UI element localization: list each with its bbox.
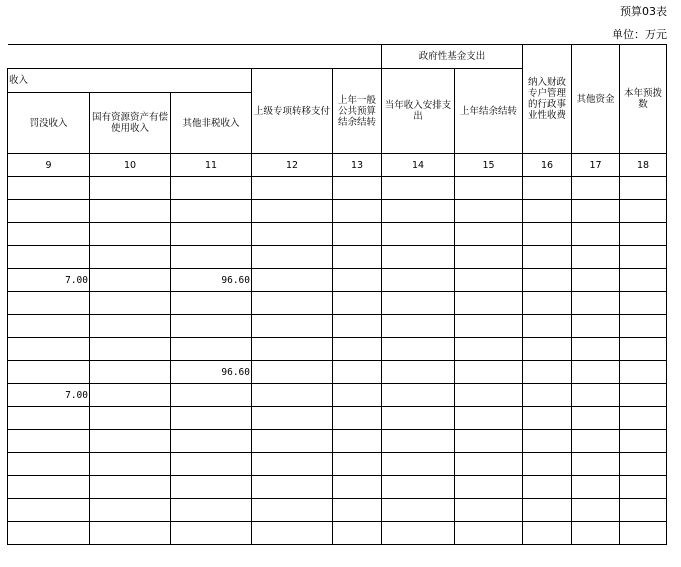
col-header-15: 上年结余结转 (455, 69, 523, 154)
table-row (8, 499, 667, 522)
table-cell (620, 407, 667, 430)
table-cell (455, 384, 523, 407)
table-cell (171, 407, 252, 430)
table-cell (572, 522, 620, 545)
table-cell (523, 315, 572, 338)
table-cell (382, 269, 455, 292)
table-cell: 7.00 (8, 384, 90, 407)
index-cell: 14 (382, 154, 455, 177)
table-cell (572, 453, 620, 476)
table-cell (382, 292, 455, 315)
table-cell (90, 338, 171, 361)
index-cell: 11 (171, 154, 252, 177)
table-cell (333, 361, 382, 384)
table-row (8, 269, 667, 292)
col-header-13: 上年一般公共预算结余结转 (333, 69, 382, 154)
table-row (8, 223, 667, 246)
table-cell (455, 200, 523, 223)
table-cell (171, 453, 252, 476)
table-cell (620, 476, 667, 499)
table-cell (523, 200, 572, 223)
table-row (8, 338, 667, 361)
table-cell (90, 476, 171, 499)
table-cell (171, 246, 252, 269)
table-cell (523, 338, 572, 361)
table-cell (572, 315, 620, 338)
col-header-17: 其他资金 (572, 45, 620, 154)
table-cell (455, 223, 523, 246)
header-row-1 (8, 45, 667, 69)
col-header-11: 其他非税收入 (171, 93, 252, 154)
table-cell (620, 315, 667, 338)
table-cell (333, 315, 382, 338)
table-cell (252, 269, 333, 292)
table-cell (333, 499, 382, 522)
table-cell (382, 246, 455, 269)
table-cell (333, 384, 382, 407)
table-row (8, 246, 667, 269)
table-cell (333, 246, 382, 269)
table-row (8, 430, 667, 453)
table-cell (333, 338, 382, 361)
table-cell (382, 453, 455, 476)
table-cell (572, 223, 620, 246)
table-cell (620, 338, 667, 361)
table-cell (8, 453, 90, 476)
table-cell (252, 430, 333, 453)
table-cell (382, 384, 455, 407)
table-cell (620, 453, 667, 476)
table-cell (382, 499, 455, 522)
table-cell (382, 200, 455, 223)
table-cell (523, 223, 572, 246)
table-cell (523, 177, 572, 200)
index-cell: 16 (523, 154, 572, 177)
index-cell: 18 (620, 154, 667, 177)
table-cell (620, 223, 667, 246)
table-cell (90, 407, 171, 430)
table-cell (8, 499, 90, 522)
table-cell (455, 453, 523, 476)
table-cell (572, 476, 620, 499)
table-cell (620, 499, 667, 522)
table-cell (252, 384, 333, 407)
table-cell (252, 223, 333, 246)
table-cell (455, 361, 523, 384)
index-cell: 12 (252, 154, 333, 177)
table-cell (523, 476, 572, 499)
col-header-14: 当年收入安排支出 (382, 69, 455, 154)
table-cell (382, 338, 455, 361)
table-cell (620, 384, 667, 407)
table-cell (455, 177, 523, 200)
table-cell (252, 453, 333, 476)
table-cell (382, 522, 455, 545)
table-cell (382, 430, 455, 453)
table-cell (455, 338, 523, 361)
index-cell: 9 (8, 154, 90, 177)
col-header-10: 国有资源资产有偿使用收入 (90, 93, 171, 154)
table-cell (455, 315, 523, 338)
table-cell (455, 430, 523, 453)
table-row (8, 384, 667, 407)
table-row (8, 292, 667, 315)
table-cell (90, 246, 171, 269)
table-cell (252, 246, 333, 269)
table-cell (90, 269, 171, 292)
table-cell (572, 361, 620, 384)
table-cell (620, 522, 667, 545)
table-cell (382, 361, 455, 384)
index-cell: 13 (333, 154, 382, 177)
table-cell (455, 499, 523, 522)
table-cell (8, 177, 90, 200)
table-cell: 96.60 (171, 269, 252, 292)
table-cell (171, 384, 252, 407)
table-cell (523, 522, 572, 545)
table-cell (620, 200, 667, 223)
table-cell (90, 453, 171, 476)
table-cell (8, 223, 90, 246)
table-cell (523, 269, 572, 292)
table-cell (333, 407, 382, 430)
table-cell (455, 246, 523, 269)
table-cell (8, 338, 90, 361)
table-cell (171, 200, 252, 223)
table-cell (171, 223, 252, 246)
table-cell (455, 269, 523, 292)
table-cell (455, 476, 523, 499)
col-header-12: 上级专项转移支付 (252, 69, 333, 154)
table-cell (90, 384, 171, 407)
index-row (8, 154, 667, 177)
table-cell (455, 522, 523, 545)
table-cell (252, 200, 333, 223)
table-cell (333, 430, 382, 453)
table-cell (171, 430, 252, 453)
table-cell (171, 476, 252, 499)
table-cell (572, 499, 620, 522)
table-cell (171, 499, 252, 522)
table-cell: 96.60 (171, 361, 252, 384)
index-cell: 15 (455, 154, 523, 177)
table-row (8, 476, 667, 499)
table-cell (455, 407, 523, 430)
table-cell (252, 338, 333, 361)
table-cell (90, 200, 171, 223)
table-cell (333, 223, 382, 246)
table-cell (90, 223, 171, 246)
table-cell (252, 361, 333, 384)
table-cell (382, 177, 455, 200)
table-cell (90, 522, 171, 545)
table-cell (572, 384, 620, 407)
table-row (8, 200, 667, 223)
form-number: 预算03表 (620, 5, 667, 18)
table-cell (620, 177, 667, 200)
table-cell (171, 338, 252, 361)
table-cell (572, 338, 620, 361)
table-cell (382, 315, 455, 338)
table-cell (620, 292, 667, 315)
table-cell (252, 292, 333, 315)
table-cell (572, 292, 620, 315)
table-row (8, 453, 667, 476)
budget-table (7, 44, 667, 545)
table-cell (572, 177, 620, 200)
table-cell (455, 292, 523, 315)
table-cell (252, 315, 333, 338)
table-cell (523, 499, 572, 522)
table-cell (90, 499, 171, 522)
table-cell (333, 292, 382, 315)
table-cell (523, 361, 572, 384)
table-row (8, 315, 667, 338)
table-cell (252, 407, 333, 430)
table-cell (620, 361, 667, 384)
table-cell (90, 315, 171, 338)
table-cell (8, 361, 90, 384)
table-cell (572, 269, 620, 292)
table-cell (8, 476, 90, 499)
table-cell (8, 246, 90, 269)
table-row (8, 177, 667, 200)
table-cell (620, 269, 667, 292)
table-cell (523, 453, 572, 476)
col-header-16: 纳入财政专户管理的行政事业性收费 (523, 45, 572, 154)
table-cell (90, 177, 171, 200)
table-cell (523, 430, 572, 453)
table-cell (333, 177, 382, 200)
col-header-9: 罚没收入 (8, 93, 90, 154)
header-blank (8, 45, 382, 69)
table-cell (572, 430, 620, 453)
index-cell: 10 (90, 154, 171, 177)
unit-label: 单位：万元 (612, 28, 667, 41)
table-cell (252, 522, 333, 545)
table-cell (252, 177, 333, 200)
table-cell (523, 246, 572, 269)
table-cell (8, 315, 90, 338)
table-cell (382, 476, 455, 499)
table-cell (333, 269, 382, 292)
gov-fund-header: 政府性基金支出 (382, 45, 523, 69)
table-cell (333, 522, 382, 545)
table-cell (171, 522, 252, 545)
table-cell (171, 292, 252, 315)
table-cell (620, 246, 667, 269)
table-cell (620, 430, 667, 453)
table-cell (171, 177, 252, 200)
table-cell (90, 361, 171, 384)
table-cell (8, 200, 90, 223)
table-cell (333, 476, 382, 499)
table-cell (523, 384, 572, 407)
table-cell (572, 200, 620, 223)
table-cell (90, 430, 171, 453)
col-header-18: 本年预拨数 (620, 45, 667, 154)
table-cell (382, 223, 455, 246)
table-cell (252, 499, 333, 522)
table-row (8, 361, 667, 384)
table-cell (333, 200, 382, 223)
table-cell (333, 453, 382, 476)
table-cell (171, 315, 252, 338)
table-cell (8, 292, 90, 315)
index-cell: 17 (572, 154, 620, 177)
table-cell (8, 407, 90, 430)
table-cell (523, 407, 572, 430)
table-cell (523, 292, 572, 315)
table-cell (90, 292, 171, 315)
table-cell (572, 407, 620, 430)
table-row (8, 407, 667, 430)
table-cell (8, 430, 90, 453)
table-row (8, 522, 667, 545)
table-cell: 7.00 (8, 269, 90, 292)
table-cell (572, 246, 620, 269)
table-cell (252, 476, 333, 499)
table-cell (8, 522, 90, 545)
income-header: 收入 (8, 69, 252, 93)
table-cell (382, 407, 455, 430)
